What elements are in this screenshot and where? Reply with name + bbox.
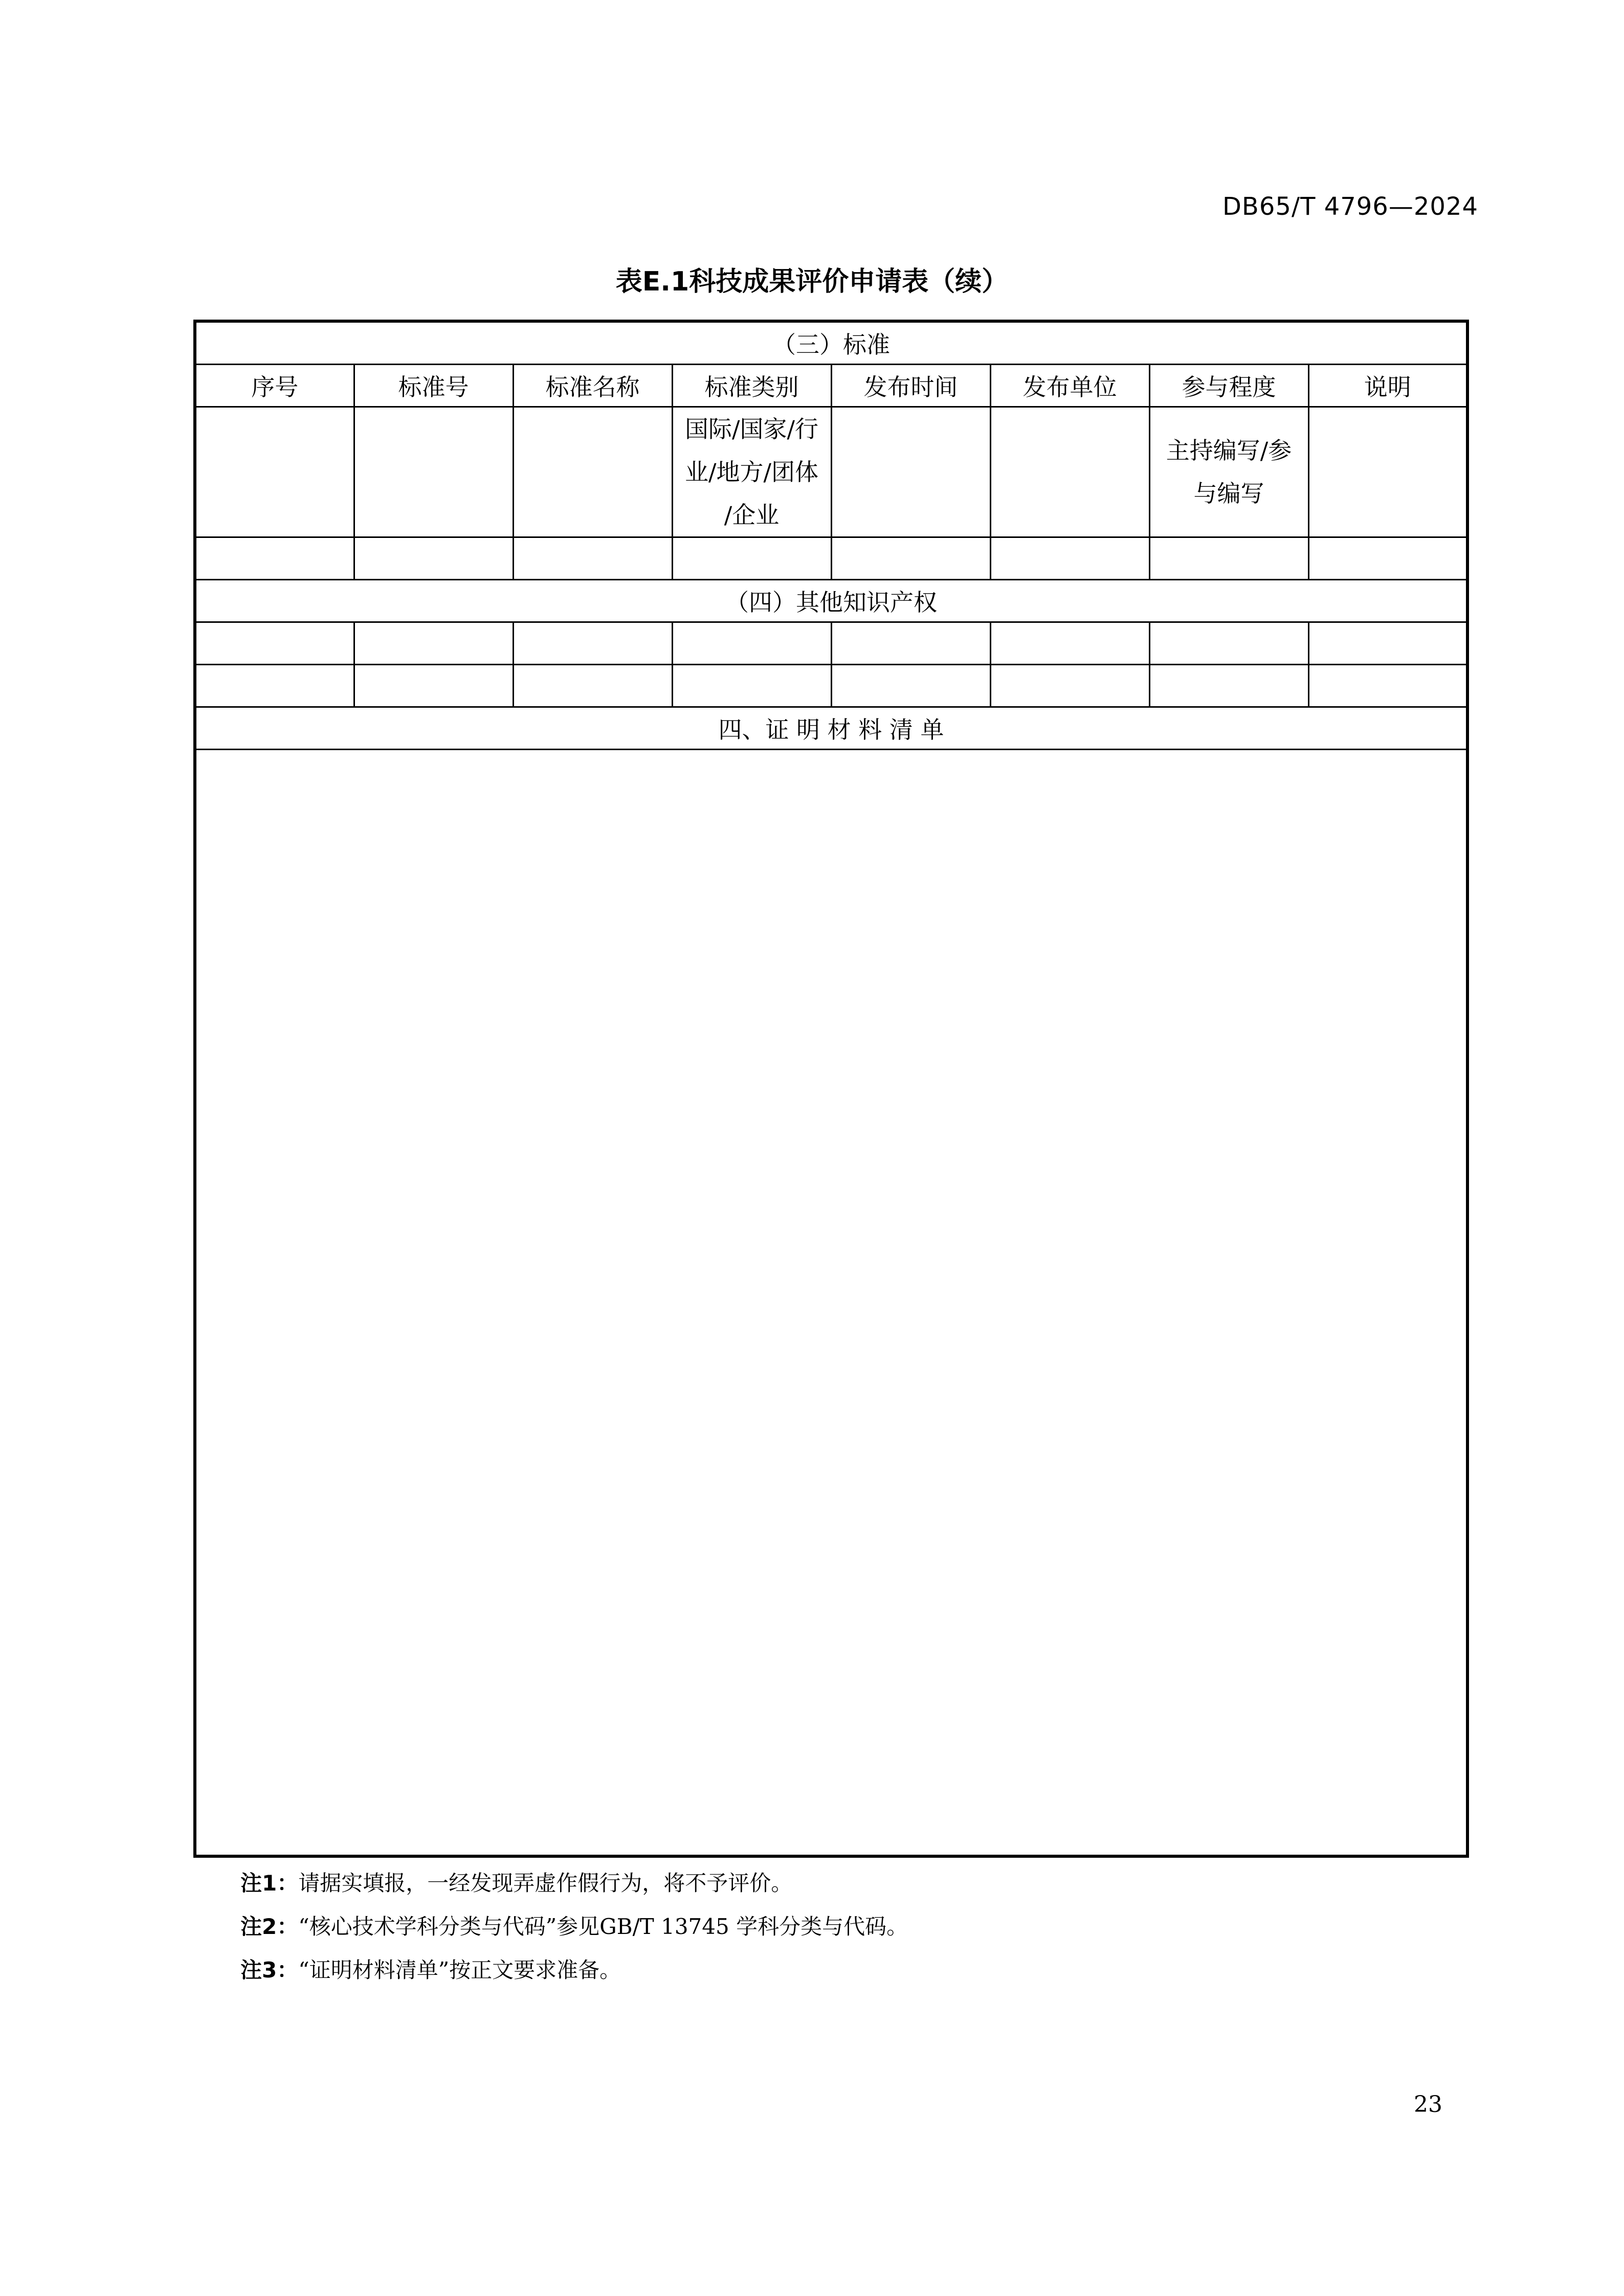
column-header-row — [195, 365, 1467, 407]
empty-cell[interactable] — [195, 537, 354, 580]
note-item — [240, 1948, 908, 1992]
issuing-unit-cell[interactable] — [990, 407, 1149, 537]
empty-cell[interactable] — [672, 622, 831, 665]
col-header-standard-category: 标准类别 — [672, 365, 831, 407]
col-header-issuing-unit: 发布单位 — [990, 365, 1149, 407]
standard-category-cell[interactable] — [672, 407, 831, 537]
remarks-cell[interactable] — [1308, 407, 1467, 537]
proof-list-area[interactable] — [195, 750, 1467, 1857]
empty-cell[interactable] — [195, 622, 354, 665]
empty-cell[interactable] — [354, 622, 513, 665]
empty-cell[interactable] — [513, 537, 672, 580]
release-date-cell[interactable] — [831, 407, 990, 537]
col-header-remarks: 说明 — [1308, 365, 1467, 407]
other-ip-row — [195, 665, 1467, 707]
empty-cell[interactable] — [672, 665, 831, 707]
empty-cell[interactable] — [1308, 537, 1467, 580]
participation-line: 主持编写/参 — [1166, 437, 1292, 464]
empty-cell[interactable] — [831, 537, 990, 580]
empty-cell[interactable] — [513, 622, 672, 665]
section-header-other-ip: （四）其他知识产权 — [195, 580, 1467, 622]
empty-cell[interactable] — [990, 665, 1149, 707]
participation-cell[interactable] — [1149, 407, 1308, 537]
standard-code: DB65/T 4796—2024 — [1222, 192, 1478, 221]
other-ip-row — [195, 622, 1467, 665]
note-label: 注1： — [240, 1871, 299, 1896]
empty-cell[interactable] — [195, 665, 354, 707]
col-header-serial: 序号 — [195, 365, 354, 407]
category-line: 业/地方/团体 — [685, 458, 818, 486]
participation-line: 与编写 — [1193, 480, 1264, 507]
proof-list-body-row — [195, 750, 1467, 1857]
empty-cell[interactable] — [831, 665, 990, 707]
section-row-other-ip — [195, 580, 1467, 622]
serial-cell[interactable] — [195, 407, 354, 537]
note-label: 注2： — [240, 1914, 299, 1939]
empty-cell[interactable] — [990, 622, 1149, 665]
category-line: /企业 — [724, 501, 780, 529]
empty-cell[interactable] — [1149, 665, 1308, 707]
page-number: 23 — [1414, 2091, 1442, 2118]
empty-cell[interactable] — [831, 622, 990, 665]
note-text: “证明材料清单”按正文要求准备。 — [298, 1957, 621, 1983]
empty-cell[interactable] — [354, 665, 513, 707]
empty-cell[interactable] — [354, 537, 513, 580]
empty-cell[interactable] — [1308, 665, 1467, 707]
section-header-proof-list: 四、证 明 材 料 清 单 — [195, 707, 1467, 750]
empty-cell[interactable] — [1308, 622, 1467, 665]
notes — [240, 1861, 908, 1992]
category-line: 国际/国家/行 — [685, 415, 818, 443]
empty-cell[interactable] — [513, 665, 672, 707]
section-row-standards — [195, 321, 1467, 365]
standard-number-cell[interactable] — [354, 407, 513, 537]
standard-data-row — [195, 407, 1467, 537]
empty-cell[interactable] — [672, 537, 831, 580]
note-item — [240, 1905, 908, 1948]
section-header-standards: （三）标准 — [195, 321, 1467, 365]
note-item — [240, 1861, 908, 1905]
note-text: “核心技术学科分类与代码”参见GB/T 13745 学科分类与代码。 — [298, 1914, 908, 1939]
standard-name-cell[interactable] — [513, 407, 672, 537]
empty-cell[interactable] — [1149, 622, 1308, 665]
col-header-standard-name: 标准名称 — [513, 365, 672, 407]
col-header-release-date: 发布时间 — [831, 365, 990, 407]
col-header-participation: 参与程度 — [1149, 365, 1308, 407]
standard-empty-row — [195, 537, 1467, 580]
col-header-standard-number: 标准号 — [354, 365, 513, 407]
empty-cell[interactable] — [1149, 537, 1308, 580]
table-title: 表E.1科技成果评价申请表（续） — [615, 266, 1009, 297]
note-text: 请据实填报，一经发现弄虚作假行为，将不予评价。 — [298, 1871, 793, 1896]
application-form-table — [193, 320, 1469, 1858]
note-label: 注3： — [240, 1957, 299, 1983]
empty-cell[interactable] — [990, 537, 1149, 580]
section-row-proof-list — [195, 707, 1467, 750]
